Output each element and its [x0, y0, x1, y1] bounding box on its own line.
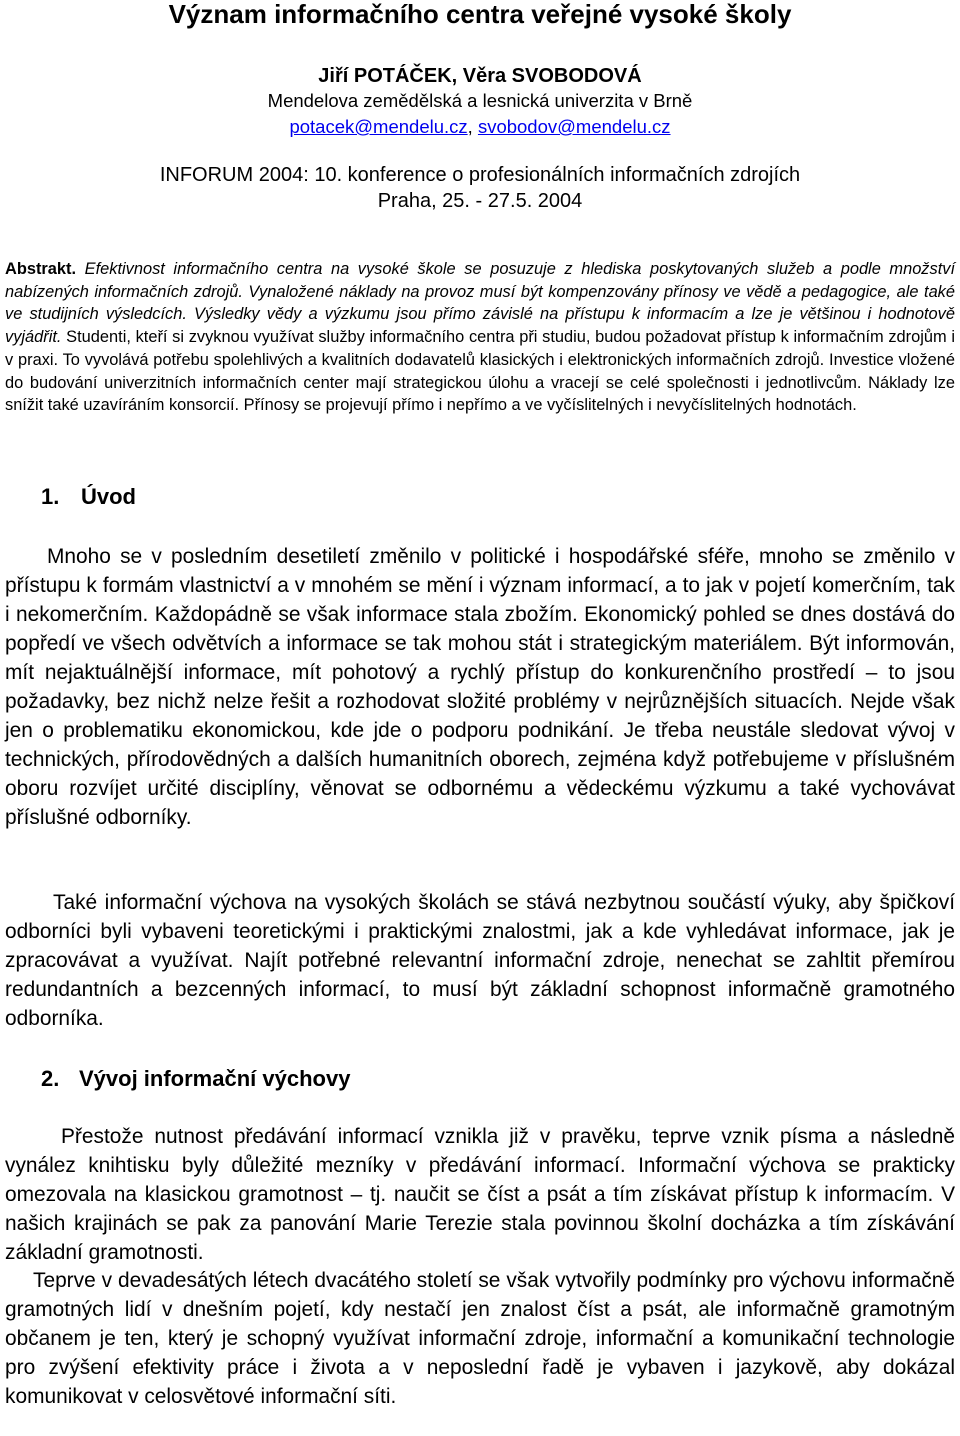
email-link-potacek[interactable]: potacek@mendelu.cz [289, 116, 468, 137]
section-number: 2. [41, 1066, 60, 1091]
abstract-text: Studenti, kteří si zvyknou využívat služby informačního centra při studiu, budou požadovat přístup k informačním zdrojům i v praxi. To vyvolává potřebu spolehlivých a kvalitních dodavatelů klasických i elektronických informačních zdrojů. Investice vložené do budování univerzitních informačních center mají strategickou úlohu a vracejí se celé společnosti i jednotlivcům. Náklady lze snížit také uzavíráním konsorcií. Přínosy se projevují přímo i nepřímo a ve vyčíslitelných i nevyčíslitelných hodnotách. [5, 328, 955, 415]
paper-title: Význam informačního centra veřejné vysoké školy [168, 0, 792, 29]
section-title: Vývoj informační výchovy [79, 1066, 351, 1091]
authors: Jiří POTÁČEK, Věra SVOBODOVÁ [318, 65, 642, 87]
author-emails [0, 116, 960, 138]
body-paragraph: Mnoho se v posledním desetiletí změnilo v politické i hospodářské sféře, mnoho se změnilo v přístupu k formám vlastnictví a v mnohém se mění i význam informací, a to jak v pojetí komerčním, tak i nekomerčním. Každopádně se však informace stala zbožím. Ekonomický pohled se dnes dostává do popředí ve všech odvětvích a informace se tak mohou stát i strategickým materiálem. Být informován, mít nejaktuálnější informace, mít pohotový a rychlý přístup do konkurenčního prostředí – to jsou požadavky, bez nichž nelze řešit a rozhodovat složité problémy v nejrůznějších situacích. Nejde však jen o problematiku ekonomickou, kde jde o podporu podnikání. Je třeba neustále sledovat vývoj v technických, přírodovědných a dalších humanitních oborech, zejména když potřebujeme v příslušném oboru rozvíjet určité disciplíny, věnovat se odbornému a vědeckému výzkumu a také vychovávat příslušné odborníky. [5, 545, 955, 829]
body-paragraph: Také informační výchova na vysokých školách se stává nezbytnou součástí výuky, aby špičkoví odborníci byli vybaveni teoretickými i praktickými znalostmi, jak a kde vyhledávat informace, jak je zpracovávat a využívat. Najít potřebné relevantní informační zdroje, nenechat se zahltit přemírou redundantních a bezcenných informací, to musí být základní schopnost informačně gramotného odborníka. [5, 891, 955, 1030]
conference-date: Praha, 25. - 27.5. 2004 [377, 190, 583, 212]
email-separator: , [467, 116, 478, 137]
section-heading-uvod [0, 483, 960, 511]
abstract [5, 258, 955, 417]
affiliation: Mendelova zemědělská a lesnická univerzita v Brně [267, 90, 693, 111]
section-number: 1. [41, 484, 60, 509]
conference-name: INFORUM 2004: 10. konference o profesionálních informačních zdrojích [159, 164, 801, 186]
body-paragraph: Teprve v devadesátých létech dvacátého století se však vytvořily podmínky pro výchovu informačně gramotných lidí v dnešním pojetí, kdy nestačí jen znalost číst a psát, ale informačně gramotným občanem je ten, který je schopný využívat informační zdroje, informační a komunikační technologie pro zvýšení efektivity práce i života a v neposlední řadě je vybaven i jazykově, aby dokázal komunikovat v celosvětové informační síti. [5, 1269, 955, 1408]
abstract-text-italic: Efektivnost informačního centra na vysoké škole se posuzuje z hlediska poskytovaných služeb a podle množství nabízených informačních zdrojů. Vynaložené náklady na provoz musí být kompenzovány přínosy ve vědě a pedagogice, ale také ve studijních výsledcích. Výsledky vědy a výzkumu jsou přímo závislé na přístupu k informacím a lze je většinou i hodnotově vyjádřit. [5, 260, 955, 347]
email-link-svobodov[interactable]: svobodov@mendelu.cz [477, 116, 671, 137]
body-paragraph: Přestože nutnost předávání informací vznikla již v pravěku, teprve vznik písma a následně vynález knihtisku byly důležité mezníky v předávání informací. Informační výchova se prakticky omezovala na klasickou gramotnost – tj. naučit se číst a psát a tím získávat přístup k informacím. V našich krajinách se pak za panování Marie Terezie stala povinnou školní docházka a tím získávání základní gramotnosti. [5, 1125, 955, 1264]
abstract-label: Abstrakt. [5, 260, 77, 278]
section-heading-vyvoj [0, 1065, 960, 1093]
section-title: Úvod [81, 484, 136, 509]
